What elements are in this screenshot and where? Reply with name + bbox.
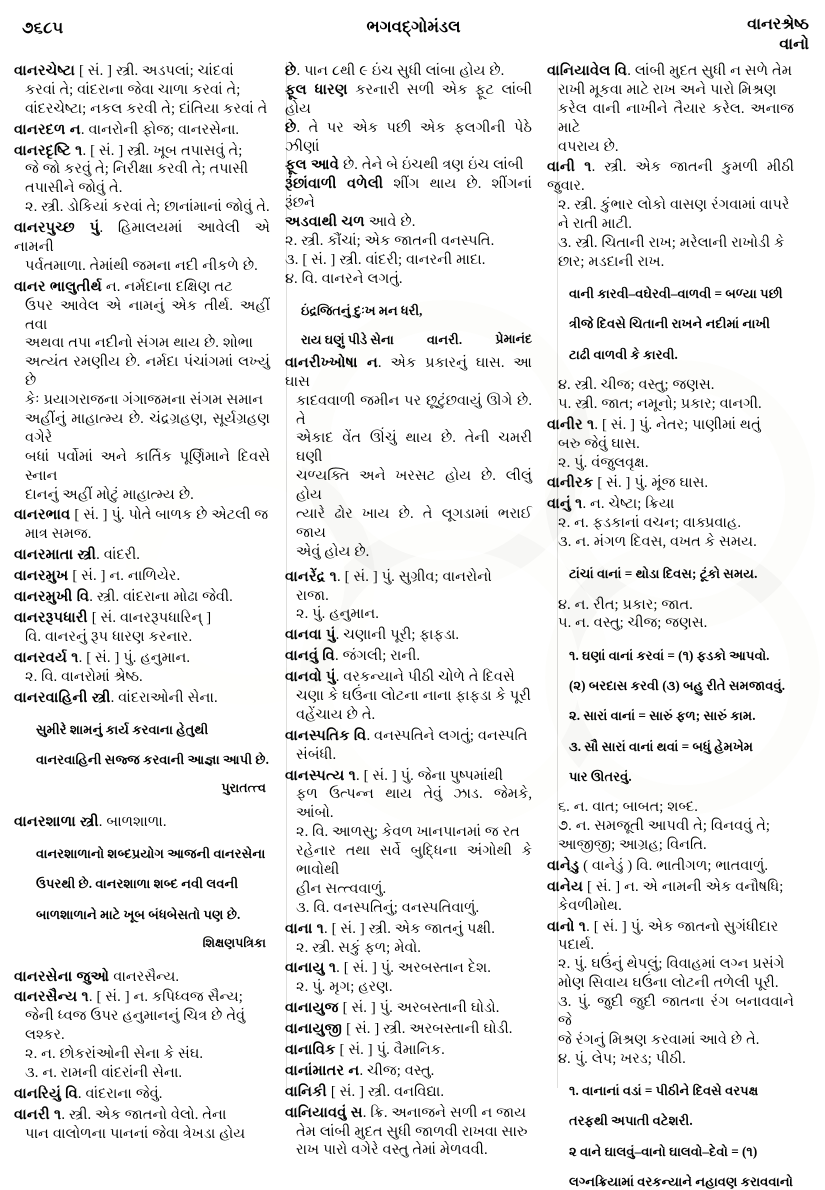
entry-sense: ૭. ન. સમજૂતી આપવી તે; વિનવવું તે; (558, 818, 770, 835)
entry-sense: ૨. વિ. વાનરોમાં શ્રેષ્ઠ. (25, 668, 143, 685)
entry-line: જેની ધ્વજ ઉપર હનુમાનનું ચિત્ર છે તેવું (25, 1008, 246, 1025)
entry-sense: ૩. સ્ત્રી. ચિતાની રાખ; મરેલાની રાખોડી કે (558, 235, 785, 252)
dictionary-entry (285, 647, 532, 666)
entry-line: અત્યંત રમણીય છે. નર્મદા પંચાંગમાં લખ્યું છે (25, 354, 270, 390)
entry-line: વાનરપુચ્છ પું. હિમાલયમાં આવેલી એ નામની (14, 220, 270, 256)
guide-words (747, 15, 809, 56)
entry-line: ફૂલ આવે છે. તેને બે ઇંચથી ત્રણ ઇંચ લાંબી (285, 157, 524, 174)
entry-line: વાનસ્પત્ય ૧. [ સં. ] પું. જેના પુષ્પમાંથી (285, 767, 504, 784)
entry-line: બરુ જેવું ઘાસ. (558, 435, 640, 452)
entry-line: વાનવા પું. ચણાની પૂરી; ફાફડા. (285, 627, 460, 644)
entry-sense: ૪. ન. રીત; પ્રકાર; જાત. (558, 596, 693, 613)
dictionary-entry (285, 626, 532, 645)
entry-line: વાનું ૧. ન. ચેષ્ટા; ક્રિયા (547, 496, 675, 513)
entry-sense: ૨. ન. છોકરાંઓની સેના કે સંઘ. (25, 1046, 204, 1063)
dictionary-entry (285, 354, 532, 562)
dictionary-entry (14, 62, 270, 119)
entry-sense: ૨. વિ. આળસુ; કેવળ ખાનપાનમાં જ રત (296, 824, 520, 841)
dictionary-entry (14, 609, 270, 647)
column-2 (276, 62, 538, 1159)
entry-line: વાનીરક [ સં. ] પું. મૂંજ ઘાસ. (547, 475, 709, 492)
entry-line: વાનસ્પતિક વિ. વનસ્પતિને લગતું; વનસ્પતિ (285, 727, 528, 744)
dictionary-entry (285, 1062, 532, 1081)
entry-sense: ૨. પું. મૃગ; હરણ. (296, 979, 393, 996)
dictionary-entry (14, 278, 270, 505)
entry-line: વાનરિયું વિ. વાંદરાના જેવું. (14, 1085, 163, 1102)
dictionary-entry (547, 857, 794, 876)
entry-line: રહેનાર તથા સર્વે બુદ્ધિના અંગોથી કે ભાવોથી (296, 843, 532, 878)
entry-line: માત્ર સમજ. (25, 526, 92, 543)
entry-line: દાનનું અહીં મોટું માહાત્મ્ય છે. (25, 486, 194, 503)
entry-line: જે જો કરવું તે; નિરીક્ષા કરવી તે; તપાસી (25, 161, 249, 178)
entry-idiom: વાની કારવી–વઘેરવી–વાળવી = બળ્યા પછી (569, 285, 783, 301)
entry-line: વાનર ભાલુતીર્થ ન. નર્મદાના દક્ષિણ તટ (14, 278, 233, 295)
entry-line: વાનરીખ્ખોષા ન. એક પ્રકારનું ઘાસ. આ ઘાસ (285, 354, 532, 390)
entry-line: એવું હોય છે. (296, 543, 370, 560)
entry-sense: ૨. સ્ત્રી. કૌંચાં; એક જાતની વનસ્પતિ. (285, 233, 495, 250)
dictionary-entry (547, 918, 794, 1190)
entry-line: ચણા કે ઘઉંના લોટના નાના ફાફડા કે પૂરી (296, 687, 531, 704)
entry-line: રૂંછાંવાળી વળેલી શીંગ થાય છે. શીંગનાં રૂંછને (285, 176, 532, 212)
entry-line: કાદવવાળી જમીન પર છૂટુંછવાયું ઊગે છે. તે (296, 392, 532, 428)
guide-word-first: વાનરશ્રેષ્ઠ (747, 16, 809, 33)
dictionary-entry (14, 142, 270, 218)
entry-line: વાનિયાવવું સ. ક્રિ. અનાજને સળી ન જાય (285, 1104, 527, 1121)
entry-idiom: ૧. વાનાનાં વડાં = પીઠીને દિવસે વરપક્ષ (569, 1082, 759, 1098)
entry-line: ઉપર આવેલ એ નામનું એક તીર્થ. અહીં તવા (25, 297, 270, 333)
entry-line: હીન સત્ત્વવાળું. (296, 880, 387, 897)
entry-sense: ૫. ન. વસ્તુ; ચીજ; જણસ. (558, 615, 708, 632)
entry-line: વાનરરૂપધારી [ સં. વાનરરૂપધારિન્ ] (14, 609, 212, 626)
entry-line: ને રાતી માટી. (558, 216, 632, 233)
guide-word-last: વાનો (779, 36, 809, 54)
entry-idiom: લગ્નક્રિયામાં વરકન્યાને નહાવણ કરાવવાનો (569, 1173, 793, 1189)
dictionary-entry (547, 495, 794, 855)
entry-sense: ૩. વિ. વનસ્પતિનું; વનસ્પતિવાળું. (296, 899, 480, 916)
entry-line: ફળ ઉત્પન્ન થાય તેવું ઝાડ. જેમકે, આંબો. (296, 786, 532, 822)
entry-line: કરેલ વાની નાખીને તૈયાર કરેલ. અનાજ માટે (558, 100, 794, 136)
citation-source: પુરાતત્ત્વ (221, 781, 266, 796)
entry-line: પદાર્થ. (558, 937, 595, 954)
dictionary-entry (285, 767, 532, 918)
entry-line: વાનીર ૧. [ સં. ] પું. નેતર; પાણીમાં થતું (547, 416, 761, 433)
entry-line: બધાં પર્વોમાં અને કાર્તિક પૂર્ણિમાને દિવસે સ્નાન (25, 448, 270, 484)
verse-keyword: વાનરી. (426, 331, 463, 347)
entry-line: કેવળીમોથ. (558, 897, 622, 914)
entry-line: સંબંધી. (296, 746, 337, 763)
entry-sense: ૨. સ્ત્રી. સકું ફળ; મેવો. (296, 939, 421, 956)
dictionary-entry (285, 959, 532, 997)
entry-line: વાનાયુજી [ સં. ] સ્ત્રી. અરબસ્તાની ઘોડી. (285, 1021, 513, 1038)
page-number: ૭૬૮૫ (22, 18, 64, 37)
entry-line: વાનરમુખી વિ. સ્ત્રી. વાંદરાના મોઢા જેવી. (14, 589, 233, 606)
entry-line: વાનવું વિ. જંગલી; રાની. (285, 648, 421, 665)
entry-verse (285, 332, 532, 348)
entry-line: ત્યારે ઢોર ખાય છે. તે લૂગડામાં ભરાઈ જાય (296, 505, 532, 541)
book-title: ભગવદ્ગોમંડલ (366, 17, 461, 36)
dictionary-entry (285, 568, 532, 625)
dictionary-entry (285, 920, 532, 958)
entry-line: જે રંગનું મિશ્રણ કરવામાં આવે છે તે. (558, 1031, 760, 1048)
entry-line: રાજા. (296, 587, 329, 604)
entry-line: વાનરવાહિની સ્ત્રી. વાંદરાઓની સેના. (14, 689, 218, 706)
entry-sense: ૩. [ સં. ] સ્ત્રી. વાંદરી; વાનરની માદા. (285, 251, 486, 268)
dictionary-entry (14, 968, 270, 987)
entry-citation: સુમીરે શામનું કાર્ય કરવાના હેતુથી (36, 721, 209, 737)
entry-line: વાનેડુ ( વાનેડું ) વિ. ભાતીગળ; ભાતવાળું. (547, 857, 768, 874)
dictionary-entry (285, 999, 532, 1018)
entry-idiom: ૩. સૌ સારાં વાનાં થવાં = બધું હેમખેમ (569, 738, 754, 754)
entry-idiom: (૨) બરદાસ કરવી (૩) બહુ રીતે સમજાવવું. (569, 677, 785, 693)
dictionary-entry (285, 62, 532, 348)
entry-line: વાનેય [ સં. ] ન. એ નામની એક વનૌષધિ; (547, 878, 784, 895)
entry-sense: ૨. પું. ઘઉંનું થેપલું; વિવાહમાં લગ્ન પ્રસંગે (558, 956, 785, 973)
citation-source: શિક્ષણપત્રિકા (202, 935, 266, 950)
entry-line: વાનિયાવેલ વિ. લાંબી મુદત સુધી ન સળે તેમ (547, 63, 793, 79)
entry-idiom: પાર ઊતરવું. (569, 768, 632, 784)
entry-sense: ૫. સ્ત્રી. જાત; નમૂનો; પ્રકાર; વાનગી. (558, 395, 762, 412)
entry-sense: ૪. વિ. વાનરને લગતું. (285, 270, 403, 287)
entry-line: વાનરવર્ય ૧. [ સં. ] પું. હનુમાન. (14, 649, 190, 666)
entry-line: વાનાંમાતર ન. ચીજ; વસ્તુ. (285, 1062, 435, 1079)
entry-line: ફૂલ ધારણ કરનારી સળી એક ફૂટ લાંબી હોય (285, 81, 532, 117)
entry-line: તપાસીને જોવું તે. (25, 180, 123, 197)
entry-line: પાન વાલોળના પાનનાં જેવા ત્રેખડા હોય (25, 1125, 246, 1142)
entry-sense: ૩. ન. મંગળ દિવસ, વખત કે સમય. (558, 534, 757, 551)
page-header (14, 14, 813, 62)
entry-citation: વાનરવાહિની સજ્જ કરવાની આજ્ઞા આપી છે. (36, 751, 269, 767)
dictionary-entry (14, 567, 270, 586)
entry-idiom: ૨. સારાં વાનાં = સારું ફળ; સારું કામ. (569, 708, 756, 724)
entry-line: કેઃ પ્રયાગરાજના ગંગાજમના સંગમ સમાન (25, 392, 264, 409)
entry-sense: ૨. સ્ત્રી. ડોકિયાં કરવાં તે; છાનાંમાનાં જોવું તે. (25, 199, 270, 216)
entry-line: વાનરશાળા સ્ત્રી. બાળશાળા. (14, 813, 167, 830)
dictionary-entry (285, 727, 532, 765)
entry-line: વાનરચેષ્ટા [ સં. ] સ્ત્રી. અડપલાં; ચાંદવાં (14, 63, 234, 79)
entry-sense: ૨. ન. ફડકાનાં વચન; વાક્પ્રવાહ. (558, 515, 742, 532)
entry-idiom: ૨ વાને ઘાલવું–વાનો ઘાલવો–દેવો = (૧) (569, 1143, 758, 1159)
dictionary-entry (547, 62, 794, 156)
dictionary-entry (547, 474, 794, 493)
entry-line: છે. પાન ૮થી ૯ ઇંચ સુધી લાંબા હોય છે. (285, 63, 505, 79)
dictionary-entry (285, 1083, 532, 1102)
entry-sense: ૩. ન. રામની વાંદરાંની સેના. (25, 1065, 183, 1082)
dictionary-entry (285, 668, 532, 725)
entry-line: રાખ પારો વગેરે વસ્તુ તેમાં મેળવવી. (296, 1142, 488, 1159)
entry-line: વાનવો પું. વરકન્યાને પીઠી ચોળે તે દિવસે (285, 669, 515, 686)
dictionary-entry (14, 219, 270, 276)
entry-line: વહેંચાય છે તે. (296, 706, 376, 723)
entry-line: વાનરમાતા સ્ત્રી. વાંદરી. (14, 547, 140, 564)
dictionary-entry (14, 588, 270, 607)
entry-line: વાનરદૃષ્ટિ ૧. [ સં. ] સ્ત્રી. ખૂબ તપાસવું તે; (14, 142, 243, 159)
entry-line: આજીજી; આગ્રહ; વિનતિ. (558, 837, 707, 854)
entry-line: વપરાય છે. (558, 138, 619, 155)
entry-line: પર્વતમાળા. તેમાંથી જમના નદી નીકળે છે. (25, 257, 258, 274)
entry-sense: ૨. સ્ત્રી. કુંભાર લોકો વાસણ રંગવામાં વાપરે (558, 197, 790, 214)
entry-line: વાનરી ૧. સ્ત્રી. એક જાતનો વેલો. તેના (14, 1106, 227, 1123)
dictionary-entry (14, 813, 270, 951)
entry-sense: ૨. પું. વંજુલવૃક્ષ. (558, 454, 649, 471)
dictionary-entry (14, 1106, 270, 1144)
entry-sense: ૨. પું. હનુમાન. (296, 606, 379, 623)
dictionary-entry (14, 649, 270, 687)
dictionary-entry (14, 546, 270, 565)
dictionary-entry (14, 121, 270, 140)
entry-line: વાનરસૈન્ય ૧. [ સં. ] ન. કપિધ્વજ સૈન્ય; (14, 989, 243, 1006)
column-3 (538, 62, 800, 1189)
entry-line: વાનરદળ ન. વાનરોની ફોજ; વાનરસેના. (14, 121, 240, 138)
entry-sense: ૪. પું. લેપ; ખરડ; પીઠી. (558, 1050, 686, 1067)
entry-citation: બાળશાળાને માટે ખૂબ બંધબેસતો પણ છે. (36, 906, 241, 922)
dictionary-entry (14, 689, 270, 797)
entry-citation: ઉપરથી છે. વાનરશાળા શબ્દ નવી લવની (36, 876, 239, 892)
entry-line: લશ્કર. (25, 1027, 65, 1044)
entry-sense: ૬. ન. વાત; બાબત; શબ્દ. (558, 799, 698, 816)
entry-line: છે. તે પર એક પછી એક ફલગીની પેઠે ઝીણાં (285, 119, 532, 155)
entry-line: વાનાયુ ૧. [ સં. ] પું. અરબસ્તાન દેશ. (285, 960, 491, 977)
entry-line: વાનો ૧. [ સં. ] પું. એક જાતનો સુગંધીદાર (547, 918, 779, 935)
citation-source: પ્રેમાનંદ (495, 331, 532, 346)
entry-idiom: ટાંચાં વાનાં = થોડા દિવસ; ટૂંકો સમય. (569, 566, 758, 582)
entry-line: વાંદરચેષ્ટા; નકલ કરવી તે; દાંતિયા કરવાં તે (25, 100, 268, 117)
entry-line: રાખી મૂકવા માટે રાખ અને પારો મિશ્રણ (558, 81, 777, 98)
entry-line: વિ. વાનરનું રૂપ ધારણ કરનાર. (25, 628, 193, 645)
dictionary-entry (547, 158, 794, 413)
entry-line: તેમ લાંબી મુદત સુધી જાળવી રાખવા સારુ (296, 1123, 528, 1140)
dictionary-entry (547, 416, 794, 473)
entry-line: કરવાં તે; વાંદરાના જેવા ચાળા કરવાં તે; (25, 81, 241, 98)
entry-line: અથવા તપા નદીનો સંગમ થાય છે. શોભા (25, 335, 253, 352)
dictionary-entry (14, 988, 270, 1082)
entry-idiom: ટાઢી વાળવી કે કારવી. (569, 346, 678, 362)
entry-line: મોણ સિવાય ઘઉંના લોટની તળેલી પૂરી. (558, 975, 779, 992)
entry-line: વાના ૧. [ સં. ] સ્ત્રી. એક જાતનું પક્ષી. (285, 920, 495, 937)
entry-line: વાનાયુજ [ સં. ] પું. અરબસ્તાની ઘોડો. (285, 1000, 500, 1017)
entry-idiom: તરફથી અપાતી વટેશરી. (569, 1113, 693, 1129)
entry-line: વાની ૧. સ્ત્રી. એક જાતની કુમળી મીઠી જુવાર. (547, 159, 794, 195)
dictionary-entry (285, 1041, 532, 1060)
dictionary-entry (14, 506, 270, 544)
entry-line: વાનાવિક [ સં. ] પું. વૈમાનિક. (285, 1042, 445, 1059)
entry-line: એકાદ વેંત ઊંચું થાય છે. તેની ચમરી ઘણી (296, 430, 532, 466)
dictionary-entry (547, 878, 794, 916)
entry-line: છાર; મડદાની રાખ. (558, 253, 665, 270)
entry-line: વાનરસેના જુઓ વાનરસૈન્ય. (14, 968, 180, 985)
entry-sense: ૪. સ્ત્રી. ચીજ; વસ્તુ; જણસ. (558, 377, 715, 394)
entry-sense: ૩. પું. જુદી જુદી જાતના રંગ બનાવવાને જે (558, 994, 794, 1030)
dictionary-entry (14, 1085, 270, 1104)
entry-citation: વાનરશાળાનો શબ્દપ્રયોગ આજની વાનરસેના (36, 845, 266, 861)
entry-line: અડવાથી ચળ આવે છે. (285, 214, 416, 231)
dictionary-entry (285, 1104, 532, 1161)
entry-line: વાનિકી [ સં. ] સ્ત્રી. વનવિદ્યા. (285, 1083, 444, 1100)
column-1 (14, 62, 276, 1142)
entry-line: અહીંનું માહાત્મ્ય છે. ચંદ્રગ્રહણ, સૂર્યગ્રહણ વગેરે (25, 411, 270, 446)
entry-line: વાનરમુખ [ સં. ] ન. નાળિયેર. (14, 568, 181, 585)
text-columns (14, 62, 814, 1189)
entry-idiom: ૧. ઘણાં વાનાં કરવાં = (૧) ફડકો આપવો. (569, 647, 770, 663)
entry-verse: ઇંદ્રજિતનું દુઃખ મન ધરી, (301, 302, 423, 318)
entry-line: ચળ્યક્તિ અને ખરસટ હોય છે. લીલું હોય (296, 468, 532, 504)
verse-text: રાય ઘણું પીડે સેના (301, 331, 394, 347)
entry-line: વાનરેંદ્ર ૧. [ સં. ] પું. સુગ્રીવ; વાનરોનો (285, 568, 492, 585)
entry-line: વાનરભાવ [ સં. ] પું. પોતે બાળક છે એટલી જ (14, 507, 269, 524)
dictionary-entry (285, 1020, 532, 1039)
entry-idiom: ત્રીજે દિવસે ચિતાની રાખને નદીમાં નાખી (569, 316, 771, 332)
